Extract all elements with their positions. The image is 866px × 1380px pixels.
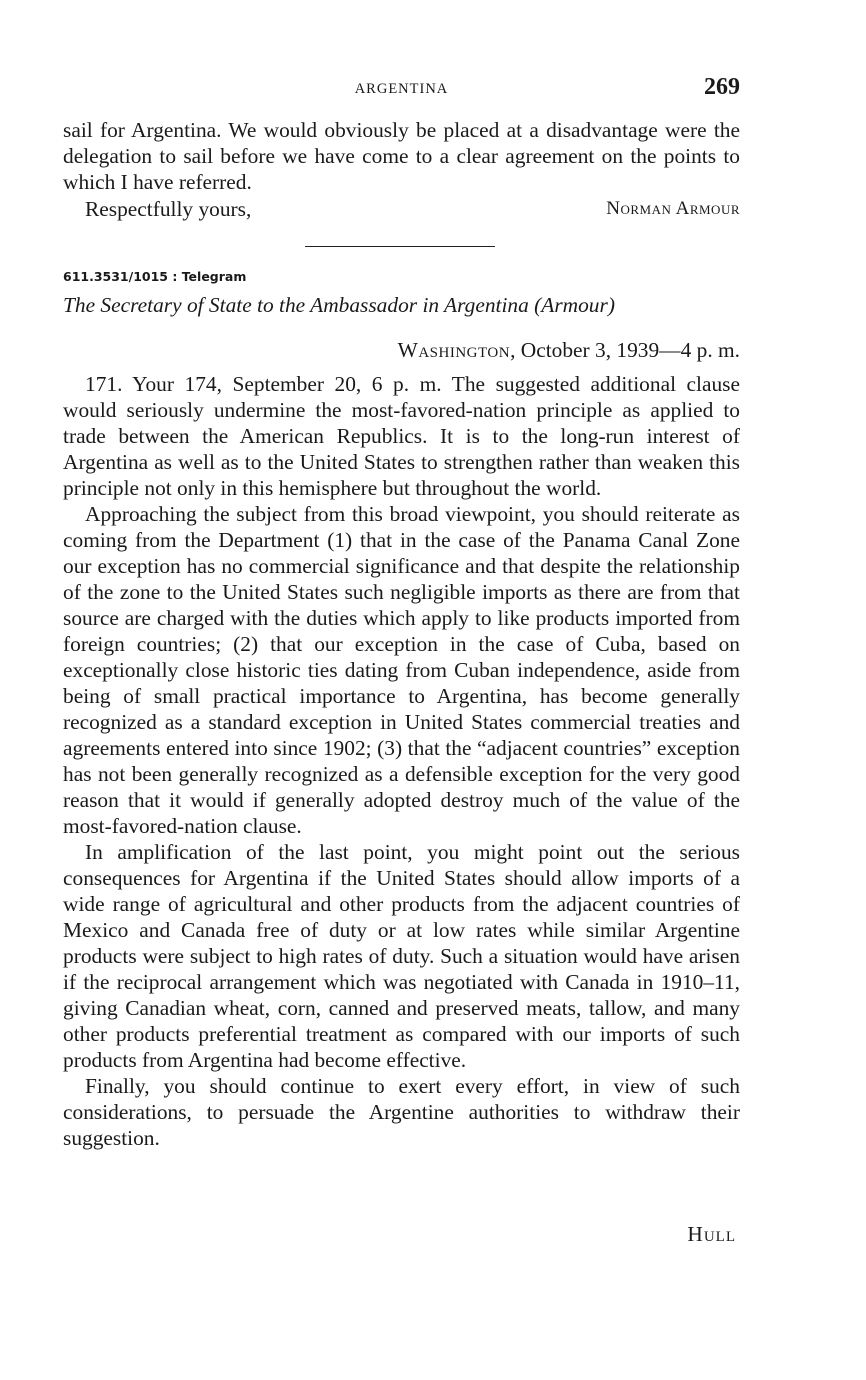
body-paragraph-3: In amplification of the last point, you might point out the serious consequences for Argentina if the United States should allow imports of a wide range of agricultural and other products from the adjacent countries of Mexico and Canada free of duty or at low rates while similar Argentine products were subject to high rates of duty. Such a situation would have arisen if the reciprocal arrangement which was negotiated with Canada in 1910–11, giving Canadian wheat, corn, canned and preserved meats, tallow, and many other products preferential treatment as compared with our imports of such products from Argentina had become effective.	[63, 840, 740, 1072]
section-divider	[305, 246, 495, 247]
body-paragraph-1: 171. Your 174, September 20, 6 p. m. The suggested additional clause would seriously undermine the most-favored-nation principle as applied to trade between the American Republics. It is to the long-run interest of Argentina as well as to the United States to strengthen rather than weaken this principle not only in this hemisphere but throughout the world.	[63, 372, 740, 500]
file-reference: 611.3531/1015 : Telegram	[63, 269, 247, 284]
running-title: ARGENTINA	[354, 81, 449, 97]
body-paragraph-4: Finally, you should continue to exert every effort, in view of such considerations, to persuade the Argentine authorities to withdraw their suggestion.	[63, 1074, 740, 1150]
previous-document-closing	[63, 117, 740, 195]
body-paragraph-2: Approaching the subject from this broad viewpoint, you should reiterate as coming from the Department (1) that in the case of the Panama Canal Zone our exception has no commercial significance and that despite the relationship of the zone to the United States such negligible imports as there are from that source are charged with the duties which apply to like products imported from foreign countries; (2) that our exception in the case of Cuba, based on exceptionally close historic ties dating from Cuban independence, aside from being of small practical importance to Argentina, has become generally recognized as a standard exception in United States commercial treaties and agreements entered into since 1902; (3) that the “adjacent countries” exception has not been generally recognized as a defensible exception for the very good reason that it would if generally adopted destroy much of the value of the most-favored-nation clause.	[63, 502, 740, 838]
dateline	[398, 337, 740, 363]
telegram-body	[63, 371, 740, 1151]
previous-signature: Norman Armour	[606, 198, 740, 219]
document-title: The Secretary of State to the Ambassador in Argentina (Armour)	[63, 293, 615, 317]
dateline-place: Washington	[397, 338, 511, 362]
dateline-date: , October 3, 1939—4 p. m.	[510, 338, 740, 362]
running-head	[63, 74, 740, 102]
closing-paragraph: sail for Argentina. We would obviously be placed at a disadvantage were the delegation to sail before we have come to a clear agreement on the points to which I have referred.	[63, 118, 740, 194]
page-number: 269	[704, 74, 740, 100]
signature: Hull	[687, 1222, 736, 1246]
closing-row	[63, 196, 740, 222]
complimentary-close: Respectfully yours,	[85, 197, 252, 221]
